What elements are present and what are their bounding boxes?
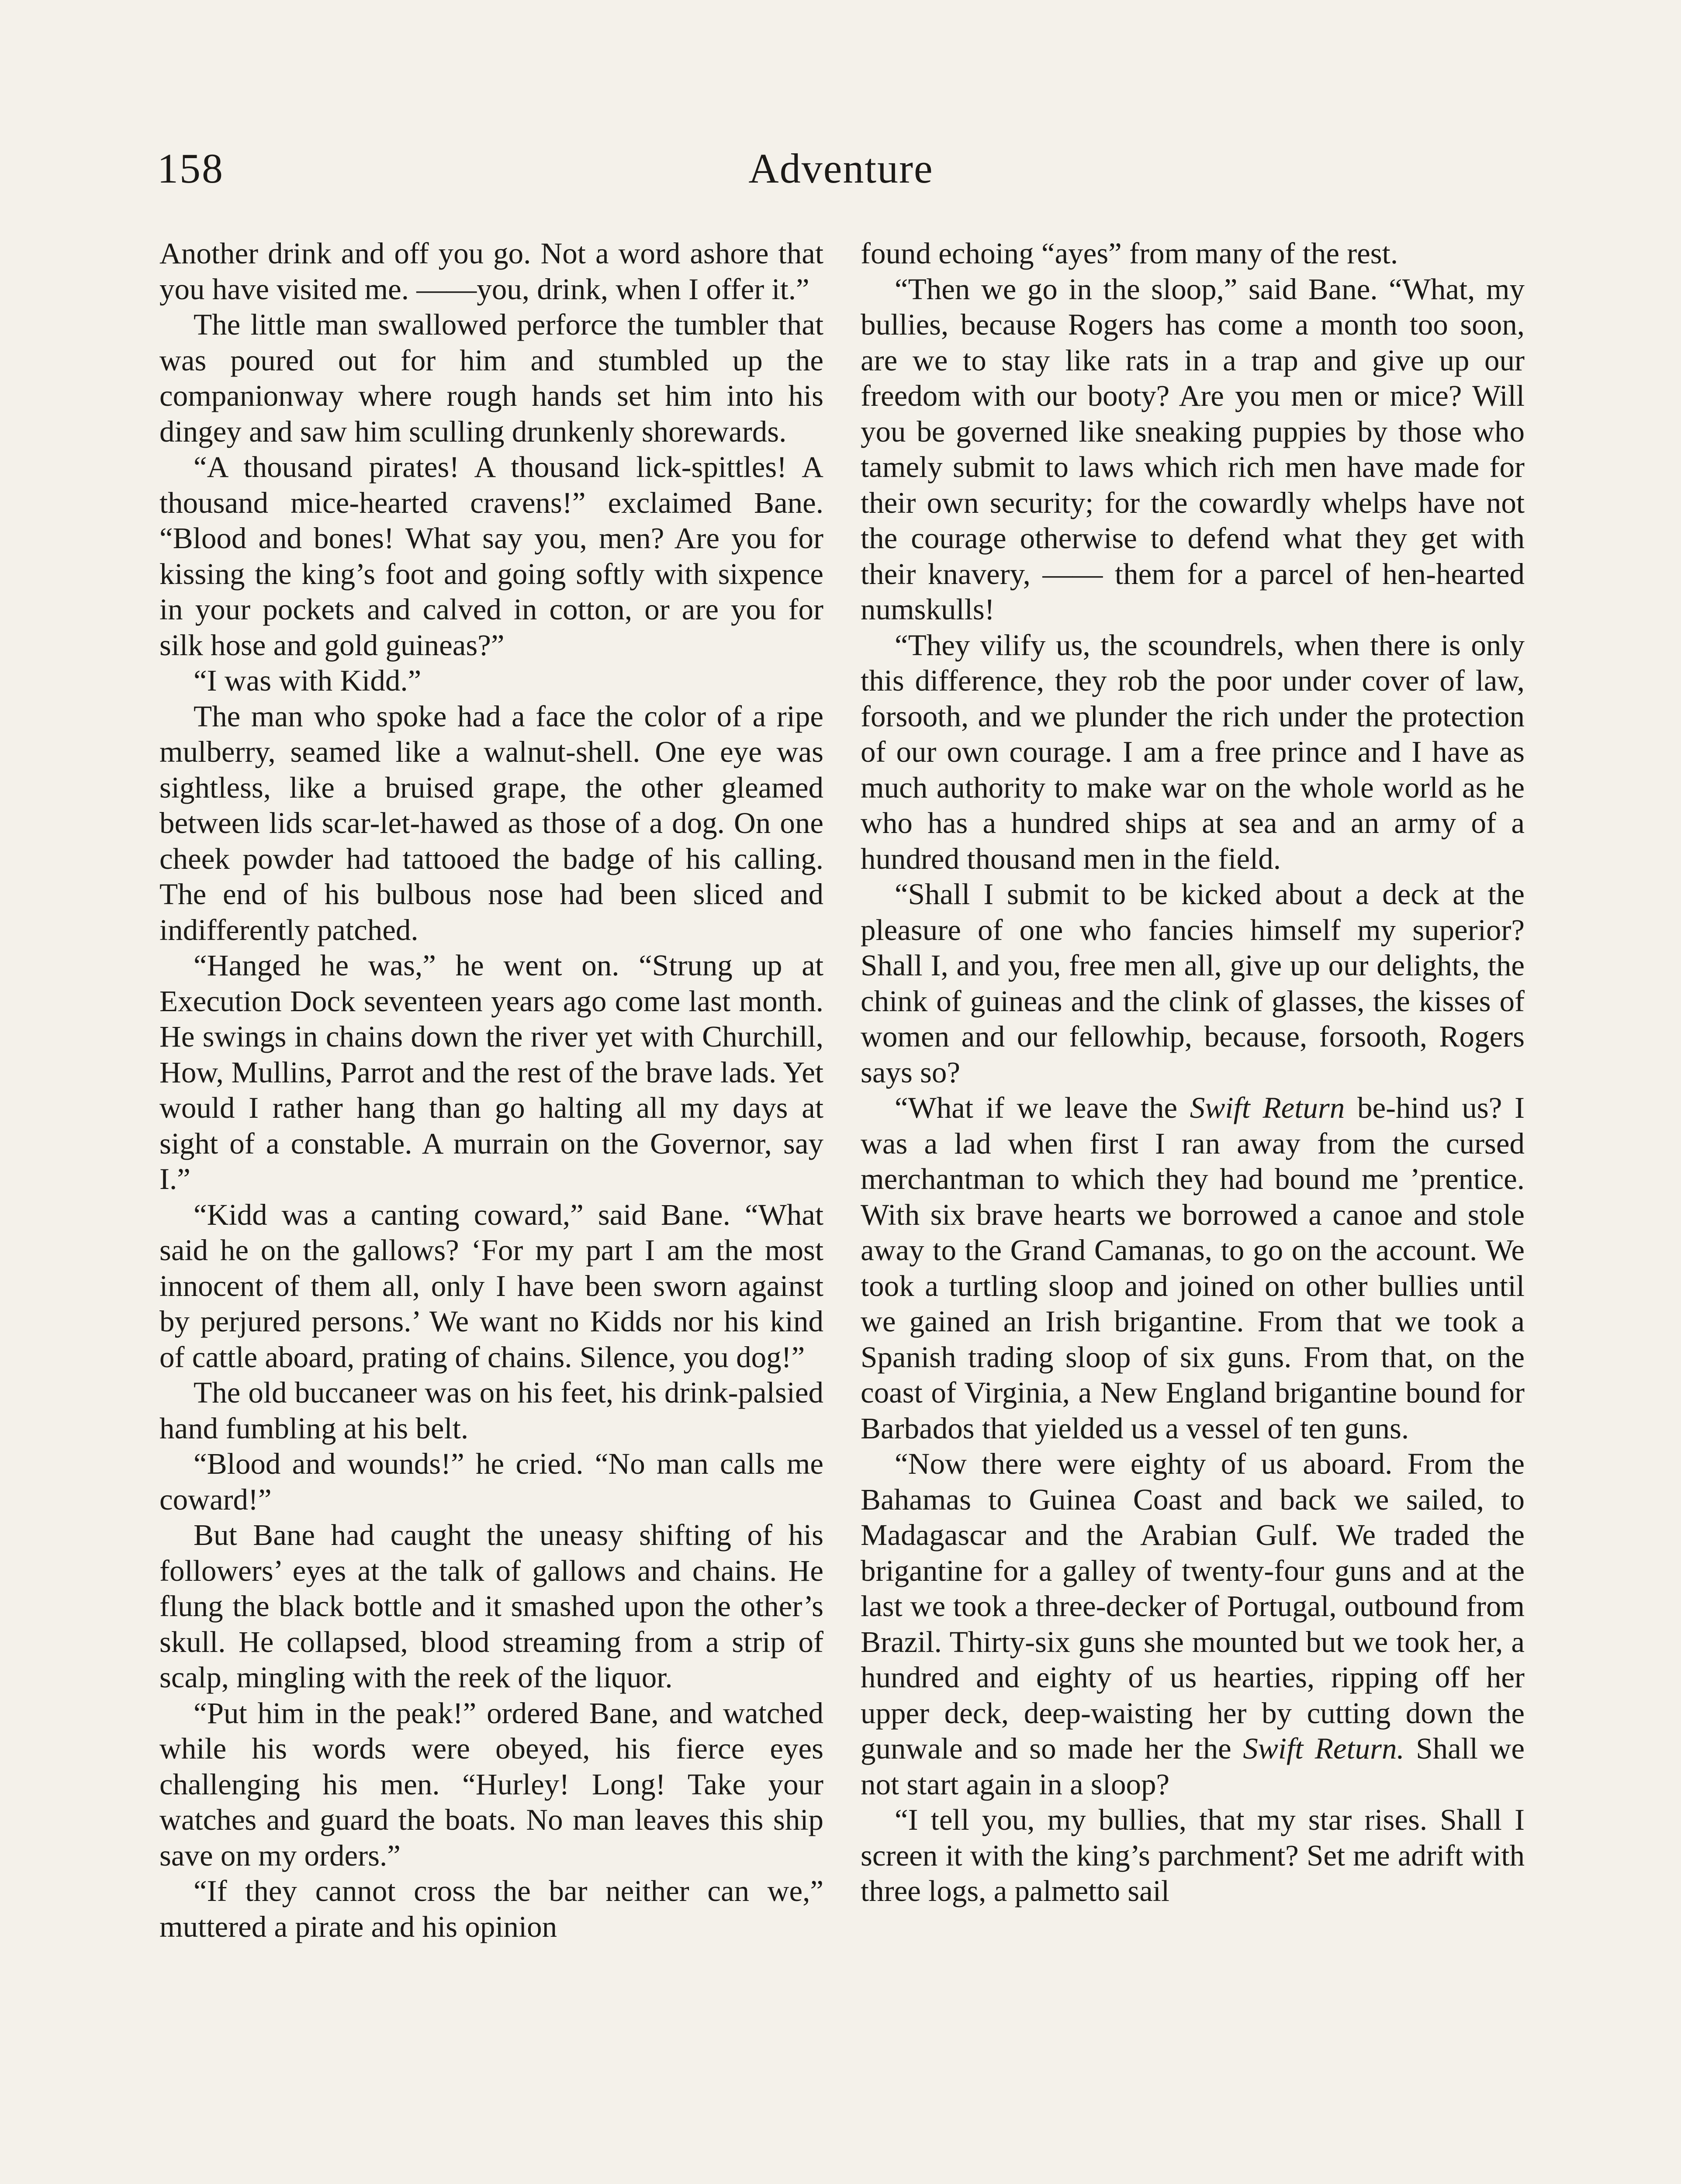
paragraph: The little man swallowed perforce the tumbler that was poured out for him and stumbled up the companionway where rough hands set him into his dingey and saw him sculling drunkenly shorewards. [159, 308, 823, 448]
page-header [157, 144, 1525, 201]
paragraph: “Put him in the peak!” ordered Bane, and watched while his words were obeyed, his fierce eyes challenging his men. “Hurley! Long! Take your watches and guard the boats. No man leaves this ship save on my orders.” [159, 1696, 823, 1872]
paragraph [861, 1446, 1525, 1802]
paragraph: “Shall I submit to be kicked about a deck at the pleasure of one who fancies himself my superior? Shall I, and you, free men all, give up our delights, the chink of guineas and the clink of glasses, the kisses of women and our fellowhip, because, forsooth, Rogers says so? [861, 878, 1525, 1089]
ship-name-italic: Swift Return. [1243, 1732, 1404, 1765]
text-run: be-hind us? I was a lad when first I ran away from the cursed merchantman to which they had bound me ’prentice. With six brave hearts we borrowed a canoe and stole away to the Grand Camanas, to go on the account. We took a turtling sloop and joined on other bullies until we gained an Irish brigantine. From that we took a Spanish trading sloop of six guns. From that, on the coast of Virginia, a New England brigantine bound for Barbados that yielded us a vessel of ten guns. [861, 1091, 1525, 1445]
text-run: “Now there were eighty of us aboard. From the Bahamas to Guinea Coast and back we sailed, to Madagascar and the Arabian Gulf. We traded the brigantine for a galley of twenty-four guns and at the last we took a three-decker of Portugal, outbound from Brazil. Thirty-six guns she mounted but we took her, a hundred and eighty of us hearties, ripping off her upper deck, deep-waisting her by cutting down the gunwale and so made her the [861, 1447, 1525, 1765]
text-run: Shall we not start again in a sloop? [861, 1732, 1525, 1801]
paragraph: “If they cannot cross the bar neither can we,” muttered a pirate and his opinion [159, 1874, 823, 1943]
paragraph: “Blood and wounds!” he cried. “No man calls me coward!” [159, 1447, 823, 1516]
running-title: Adventure [748, 145, 934, 192]
paragraph: “Then we go in the sloop,” said Bane. “What, my bullies, because Rogers has come a month too soon, are we to stay like rats in a trap and give up our freedom with our booty? Are you men or mice? Will you be governed like sneaking puppies by those who tamely submit to laws which rich men have made for their own security; for the cowardly whelps have not the courage otherwise to defend what they get with their knavery, —— them for a parcel of hen-hearted numskulls! [861, 272, 1525, 626]
paragraph [861, 1090, 1525, 1446]
text-run: “What if we leave the [895, 1091, 1190, 1124]
page-number: 158 [157, 145, 224, 192]
paragraph: “They vilify us, the scoundrels, when there is only this difference, they rob the poor under cover of law, forsooth, and we plunder the rich under the protection of our own courage. I am a free prince and I have as much authority to make war on the whole world as he who has a hundred ships at sea and an army of a hundred thousand men in the field. [861, 628, 1525, 875]
paragraph: Another drink and off you go. Not a word ashore that you have visited me. ——you, drink, when I offer it.” [159, 237, 823, 306]
paragraph: The man who spoke had a face the color of a ripe mulberry, seamed like a walnut-shell. One eye was sightless, like a bruised grape, the other gleamed between lids scar-let-hawed as those of a dog. On one cheek powder had tattooed the badge of his calling. The end of his bulbous nose had been sliced and indifferently patched. [159, 699, 823, 947]
ship-name-italic: Swift Return [1190, 1091, 1345, 1124]
paragraph: “I was with Kidd.” [194, 664, 422, 697]
paragraph: found echoing “ayes” from many of the rest. [861, 237, 1398, 270]
paragraph: “I tell you, my bullies, that my star rises. Shall I screen it with the king’s parchment? Set me adrift with three logs, a palmetto sail [861, 1803, 1525, 1908]
paragraph: “Kidd was a canting coward,” said Bane. “What said he on the gallows? ‘For my part I am the most innocent of them all, only I have been sworn against by perjured persons.’ We want no Kidds nor his kind of cattle aboard, prating of chains. Silence, you dog!” [159, 1198, 823, 1374]
paragraph: “Hanged he was,” he went on. “Strung up at Execution Dock seventeen years ago come last month. He swings in chains down the river yet with Churchill, How, Mullins, Parrot and the rest of the brave lads. Yet would I rather hang than go halting all my days at sight of a constable. A murrain on the Governor, say I.” [159, 949, 823, 1196]
right-column [861, 236, 1525, 1909]
paragraph: The old buccaneer was on his feet, his drink-palsied hand fumbling at his belt. [159, 1376, 823, 1445]
paragraph: But Bane had caught the uneasy shifting of his followers’ eyes at the talk of gallows and chains. He flung the black bottle and it smashed upon the other’s skull. He collapsed, blood streaming from a strip of scalp, mingling with the reek of the liquor. [159, 1518, 823, 1694]
left-column [159, 236, 823, 1945]
paragraph: “A thousand pirates! A thousand lick-spittles! A thousand mice-hearted cravens!” exclaimed Bane. “Blood and bones! What say you, men? Are you for kissing the king’s foot and going softly with sixpence in your pockets and calved in cotton, or are you for silk hose and gold guineas?” [159, 450, 823, 662]
